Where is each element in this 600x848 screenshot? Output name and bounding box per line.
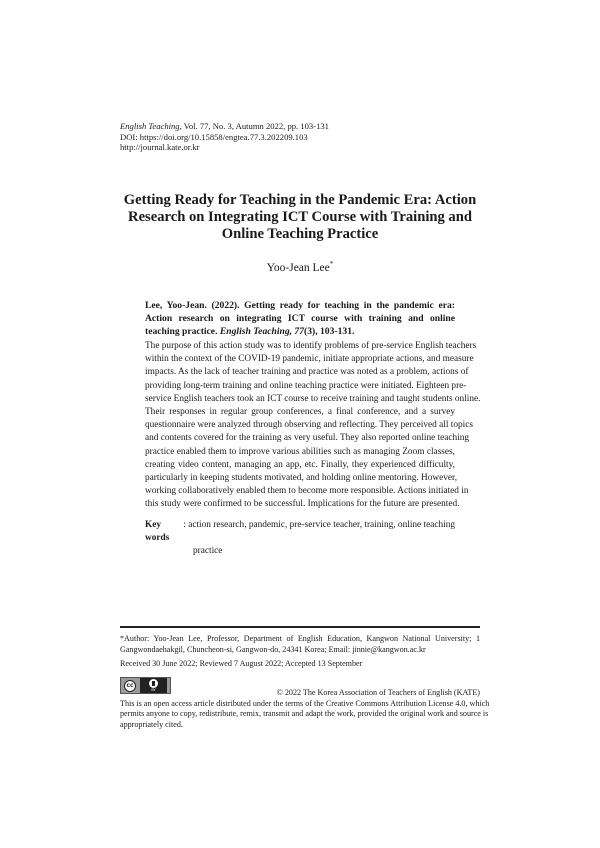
keywords-label: Key words — [145, 520, 170, 544]
abstract-line: working collaboratively enabled them to become more responsible. Actions initiated in — [145, 486, 469, 497]
citation-issue-pages: (3), 103-131. — [304, 326, 355, 338]
abstract-line: this study were confirmed to be successful. Implications for the future are presented. — [145, 499, 460, 510]
keywords-row — [145, 519, 455, 545]
license-block — [120, 688, 490, 730]
license-line: permits anyone to copy, redistribute, remix, transmit and adapt the work, provided the original work and source is — [120, 709, 489, 719]
copyright-line: © 2022 The Korea Association of Teachers of English (KATE) — [276, 688, 480, 697]
author-footnote-mark: * — [329, 260, 334, 269]
abstract-line: within the context of the COVID-19 pandemic, initiate appropriate actions, and measure — [145, 354, 474, 365]
paper-title — [110, 192, 490, 243]
doi-line: DOI: https://doi.org/10.15858/engtea.77.3.202209.103 — [120, 131, 308, 142]
journal-volume-info: , Vol. 77, No. 3, Autumn 2022, pp. 103-131 — [179, 121, 329, 131]
keywords-continuation: practice — [193, 546, 223, 557]
footnote-line: Gangwondaehakgil, Chuncheon-si, Gangwon-do, 24341 Korea; Email: jinnie@kangwon.ac.kr — [120, 644, 426, 654]
author-line — [110, 262, 490, 274]
title-line: Research on Integrating ICT Course with Training and — [128, 209, 472, 225]
abstract-line: The purpose of this action study was to identify problems of pre-service English teachers — [145, 341, 477, 351]
author-footnote — [120, 634, 480, 655]
citation-journal: English Teaching, 77 — [219, 326, 305, 338]
citation-text: Lee, Yoo-Jean. (2022). Getting ready for teaching in the pandemic era: Action research on integrating ICT course with training and online teaching practice. — [145, 300, 455, 338]
footnote-line: *Author: Yoo-Jean Lee, Professor, Department of English Education, Kangwon National University; 1 — [120, 634, 480, 643]
journal-url: http://journal.kate.or.kr — [120, 142, 200, 153]
abstract-line: practice enabled them to improve various abilities such as managing Zoom classes, — [145, 446, 455, 457]
person-icon — [149, 679, 158, 688]
abstract-line: questionnaire were analyzed through observing and reflecting. They perceived all topics — [145, 420, 473, 431]
abstract-line: providing long-term training and online teaching practice were initiated. Eighteen pre- — [145, 380, 467, 391]
title-line: Getting Ready for Teaching in the Pandemic Era: Action — [123, 192, 477, 208]
abstract — [145, 340, 481, 512]
abstract-line: Their responses in regular group conferences, a final conference, and a survey — [145, 407, 455, 418]
journal-name: English Teaching — [120, 121, 180, 131]
abstract-line: service English teachers took an ICT course to receive training and taught students online. — [145, 393, 481, 404]
citation-block — [145, 299, 455, 339]
abstract-line: and contents covered for the training as very useful. They also reported online teaching — [145, 433, 470, 444]
abstract-line: creating video content, managing an app, etc. Finally, they experienced difficulty, — [145, 459, 455, 470]
received-dates: Received 30 June 2022; Reviewed 7 August 2022; Accepted 13 September — [120, 659, 363, 668]
journal-header — [120, 121, 500, 153]
author-name: Yoo-Jean Lee — [266, 262, 330, 274]
abstract-line: impacts. As the lack of teacher training and practice was noted as a problem, actions of — [145, 367, 469, 378]
title-line: Online Teaching Practice — [221, 226, 379, 242]
license-line: appropriately cited. — [120, 719, 183, 729]
license-line: This is an open access article distributed under the terms of the Creative Commons Attribution License 4.0, which — [120, 698, 490, 708]
footnote-divider — [120, 626, 480, 628]
by-label: BY — [151, 688, 156, 692]
keywords-text: : action research, pandemic, pre-service teacher, training, online teaching — [183, 520, 455, 530]
abstract-line: particularly in keeping students motivated, and holding online mentoring. However, — [145, 473, 458, 484]
journal-citation-line — [120, 121, 500, 132]
cc-icon: cc — [124, 680, 136, 692]
keywords-block — [145, 519, 455, 559]
